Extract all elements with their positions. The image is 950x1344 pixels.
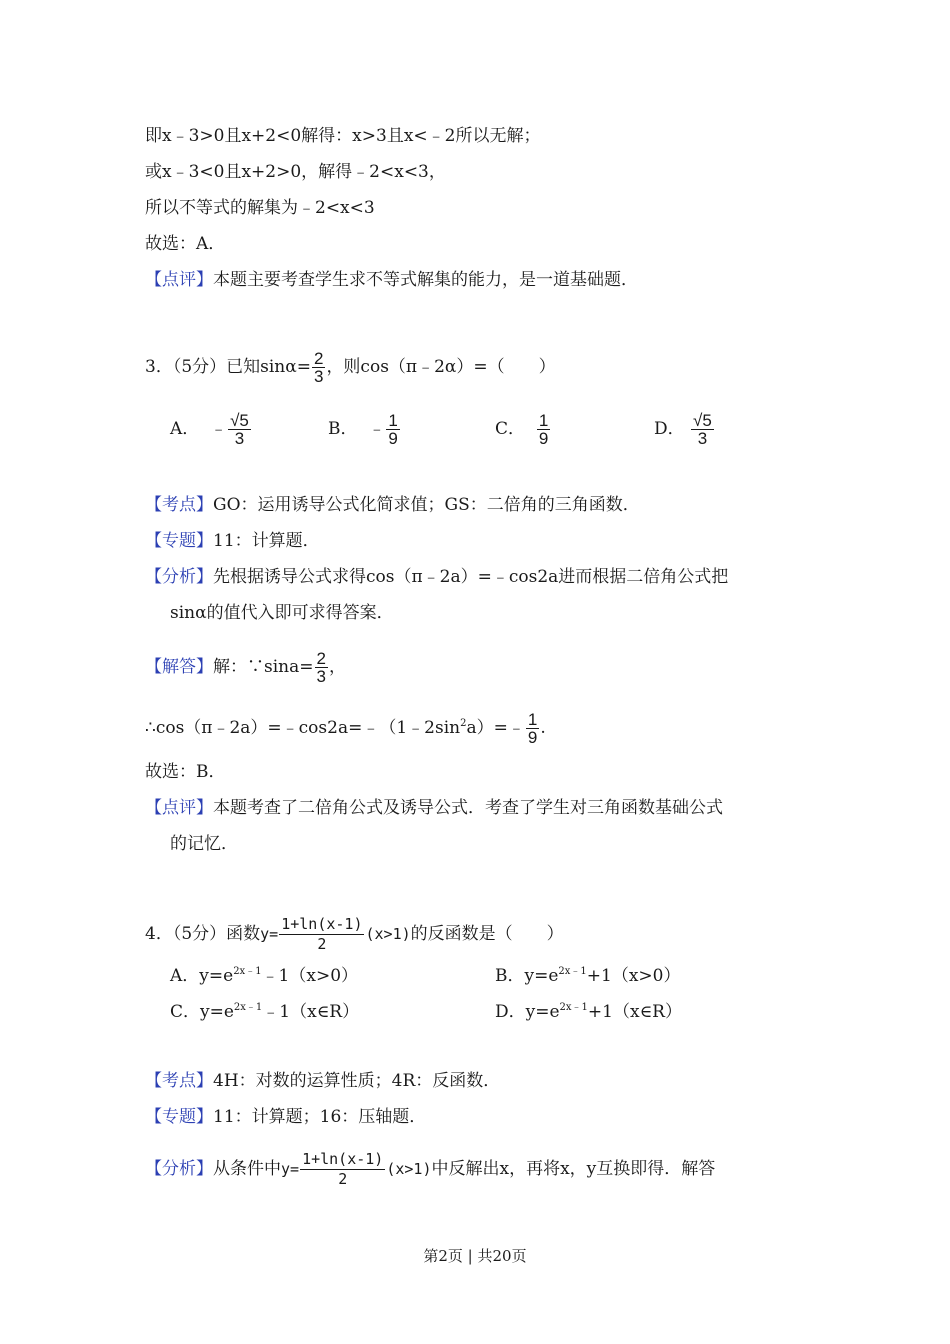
fenxi-line-cont: sinα的值代入即可求得答案． (170, 603, 394, 623)
dianping-line (145, 796, 723, 820)
fraction: $\frac{1+\ln(x-1)}{2}$ (281, 915, 363, 953)
question-text: ，则cos（π﹣2α）=（ ） (326, 357, 556, 377)
formula-text: y= (260, 925, 279, 943)
kaodian-line (145, 1069, 500, 1093)
kaodian-text: 4H：对数的运算性质；4R：反函数． (213, 1071, 501, 1091)
question-3-stem (145, 350, 556, 385)
fenxi-line (145, 565, 728, 589)
zhuanti-tag: 【专题】 (145, 1107, 213, 1127)
superscript: 2 (460, 718, 467, 729)
zhuanti-text: 11：计算题． (213, 531, 320, 551)
fenxi-tag: 【分析】 (145, 567, 213, 587)
option-c: C． $\frac{1}{9}$ (495, 411, 549, 448)
kaodian-line (145, 493, 640, 517)
kaodian-tag: 【考点】 (145, 1071, 213, 1091)
formula-text: (x>1) (386, 1160, 432, 1178)
option-b: B． ﹣ $\frac{1}{9}$ (328, 411, 398, 448)
zhuanti-tag: 【专题】 (145, 531, 213, 551)
fraction: $\frac{√5}{3}$ (230, 411, 249, 448)
fraction: $\frac{1}{9}$ (388, 411, 398, 448)
kaodian-text: GO：运用诱导公式化简求值；GS：二倍角的三角函数． (213, 495, 640, 515)
fraction: $\frac{1+\ln(x-1)}{2}$ (302, 1150, 384, 1188)
fraction: $\frac{1}{9}$ (538, 411, 549, 448)
option-a: A．$y=e^{2x﹣1}﹣1(x>0)$ (170, 966, 359, 986)
fraction: $\frac{1}{9}$ (527, 710, 538, 747)
dianping-line-cont: 的记忆． (170, 834, 238, 854)
fraction: $\frac{2}{3}$ (316, 649, 326, 686)
jieda-tag: 【解答】 (145, 657, 213, 677)
calc-text: a）=﹣ (466, 718, 525, 738)
option-b: B．$y=e^{2x﹣1}+1(x>0)$ (495, 966, 681, 986)
jieda-text: ， (328, 657, 346, 677)
fraction: $\frac{2}{3}$ (313, 349, 324, 386)
option-d: D． $\frac{√5}{3}$ (654, 411, 712, 448)
zhuanti-line (145, 1105, 426, 1129)
option-a: A． ﹣ $\frac{√5}{3}$ (170, 411, 249, 448)
question-text: 的反函数是（ ） (410, 924, 564, 944)
calc-text: . (540, 718, 546, 738)
calc-line (145, 711, 546, 746)
fraction: $\frac{√5}{3}$ (693, 411, 712, 448)
dianping-text: 本题考查了二倍角公式及诱导公式．考查了学生对三角函数基础公式 (213, 798, 723, 818)
jieda-text: 解：∵sina= (213, 657, 314, 677)
page-footer: 第2页 | 共20页 (423, 1247, 527, 1265)
kaodian-tag: 【考点】 (145, 495, 213, 515)
comment-line (145, 268, 638, 292)
option-d: D．$y=e^{2x﹣1}+1(x\in R)$ (495, 1002, 682, 1022)
dianping-tag: 【点评】 (145, 798, 213, 818)
solution-line: 所以不等式的解集为﹣2<x<3 (145, 198, 375, 218)
fenxi-text: 先根据诱导公式求得cos（π﹣2a）=﹣cos2a进而根据二倍角公式把 (213, 567, 729, 587)
question-text: 3．（5分）已知sinα= (145, 357, 311, 377)
option-c: C．$y=e^{2x﹣1}﹣1(x\in R)$ (170, 1002, 360, 1022)
formula-text: (x>1) (365, 925, 411, 943)
comment-text: 本题主要考查学生求不等式解集的能力，是一道基础题． (213, 270, 638, 290)
solution-line: 即x﹣3>0且x+2<0解得：x>3且x<﹣2所以无解； (145, 126, 541, 146)
calc-text: ∴cos（π﹣2a）=﹣cos2a=﹣（1﹣2sin (145, 718, 461, 738)
zhuanti-text: 11：计算题；16：压轴题． (213, 1107, 427, 1127)
zhuanti-line (145, 529, 320, 553)
jieda-line (145, 650, 346, 685)
comment-tag: 【点评】 (145, 270, 213, 290)
formula-text: y= (281, 1160, 300, 1178)
fenxi-text: 中反解出x，再将x，y互换即得．解答 (431, 1159, 716, 1179)
question-4-stem (145, 915, 564, 954)
fenxi-tag: 【分析】 (145, 1159, 213, 1179)
answer-line: 故选：A． (145, 234, 226, 254)
fenxi-text: 从条件中 (213, 1159, 281, 1179)
question-text: 4．（5分）函数 (145, 924, 261, 944)
fenxi-line (145, 1150, 715, 1189)
solution-line: 或x﹣3<0且x+2>0，解得﹣2<x<3， (145, 162, 446, 182)
answer-line: 故选：B． (145, 762, 226, 782)
